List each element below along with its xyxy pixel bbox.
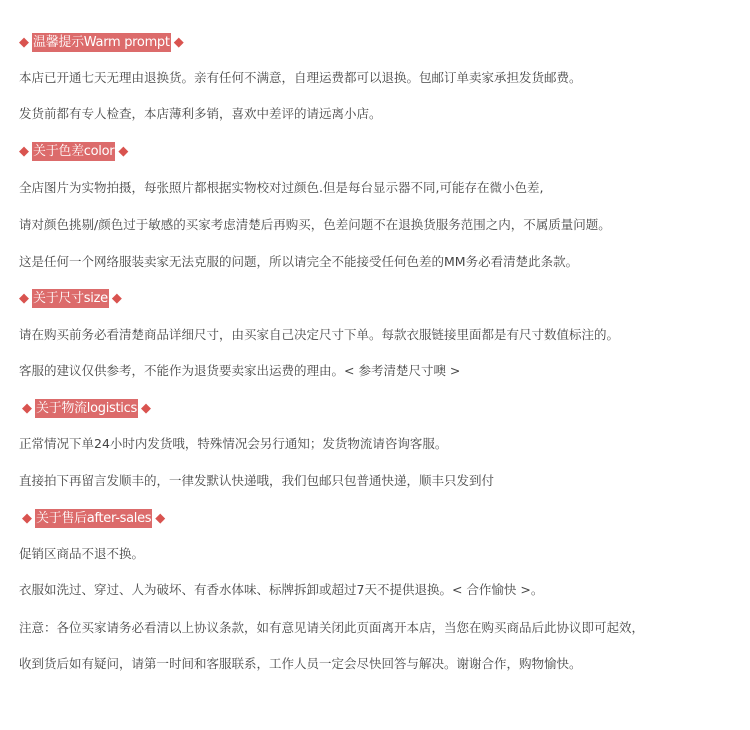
diamond-icon: ◆	[155, 510, 166, 526]
warm-line-2: 发货前都有专人检查，本店薄利多销，喜欢中差评的请远离小店。	[19, 106, 382, 121]
size-line-2: 客服的建议仅供参考，不能作为退货要卖家出运费的理由。< 参考清楚尺寸噢 >	[19, 363, 461, 378]
warm-line-1: 本店已开通七天无理由退换货。亲有任何不满意，自理运费都可以退换。包邮订单卖家承担发货邮费。	[19, 70, 582, 85]
logistics-line-2: 直接拍下再留言发顺丰的，一律发默认快递哦，我们包邮只包普通快递，顺丰只发到付	[19, 473, 495, 488]
aftersales-line-2: 衣服如洗过、穿过、人为破坏、有香水体味、标牌拆卸或超过7天不提供退换。< 合作愉快 >。	[19, 582, 544, 597]
logistics-line-1: 正常情况下单24小时内发货哦，特殊情况会另行通知；发货物流请咨询客服。	[19, 436, 448, 451]
heading-size-label: 关于尺寸size	[33, 290, 108, 306]
heading-color-label: 关于色差color	[33, 143, 115, 159]
diamond-icon: ◆	[19, 290, 29, 306]
diamond-icon: ◆	[19, 34, 29, 50]
color-line-1: 全店图片为实物拍摄，每张照片都根据实物校对过颜色.但是每台显示器不同,可能存在微小色差,	[19, 180, 544, 195]
heading-warm-prompt-label: 温馨提示Warm prompt	[33, 34, 170, 50]
color-line-3: 这是任何一个网络服装卖家无法克服的问题，所以请完全不能接受任何色差的MM务必看清楚此条款。	[19, 254, 579, 269]
heading-logistics	[22, 397, 151, 419]
heading-color	[19, 140, 128, 162]
heading-size	[19, 287, 122, 309]
diamond-icon: ◆	[140, 400, 151, 416]
size-line-1: 请在购买前务必看清楚商品详细尺寸，由买家自己决定尺寸下单。每款衣服链接里面都是有尺寸数值标注的。	[19, 327, 620, 342]
aftersales-line-1: 促销区商品不退不换。	[19, 546, 145, 561]
diamond-icon: ◆	[173, 34, 184, 50]
aftersales-line-4: 收到货后如有疑问，请第一时间和客服联系，工作人员一定会尽快回答与解决。谢谢合作，购物愉快。	[19, 656, 582, 671]
aftersales-line-3: 注意：各位买家请务必看清以上协议条款，如有意见请关闭此页面离开本店，当您在购买商品后此协议即可起效，	[19, 620, 645, 635]
diamond-icon: ◆	[22, 510, 32, 526]
heading-aftersales	[22, 507, 165, 529]
heading-aftersales-label: 关于售后after-sales	[36, 510, 152, 526]
diamond-icon: ◆	[22, 400, 32, 416]
diamond-icon: ◆	[118, 143, 129, 159]
heading-logistics-label: 关于物流logistics	[36, 400, 137, 416]
heading-warm-prompt	[19, 31, 184, 53]
diamond-icon: ◆	[111, 290, 122, 306]
color-line-2: 请对颜色挑剔/颜色过于敏感的买家考虑清楚后再购买，色差问题不在退换货服务范围之内，不属质量问题。	[19, 217, 611, 232]
diamond-icon: ◆	[19, 143, 29, 159]
